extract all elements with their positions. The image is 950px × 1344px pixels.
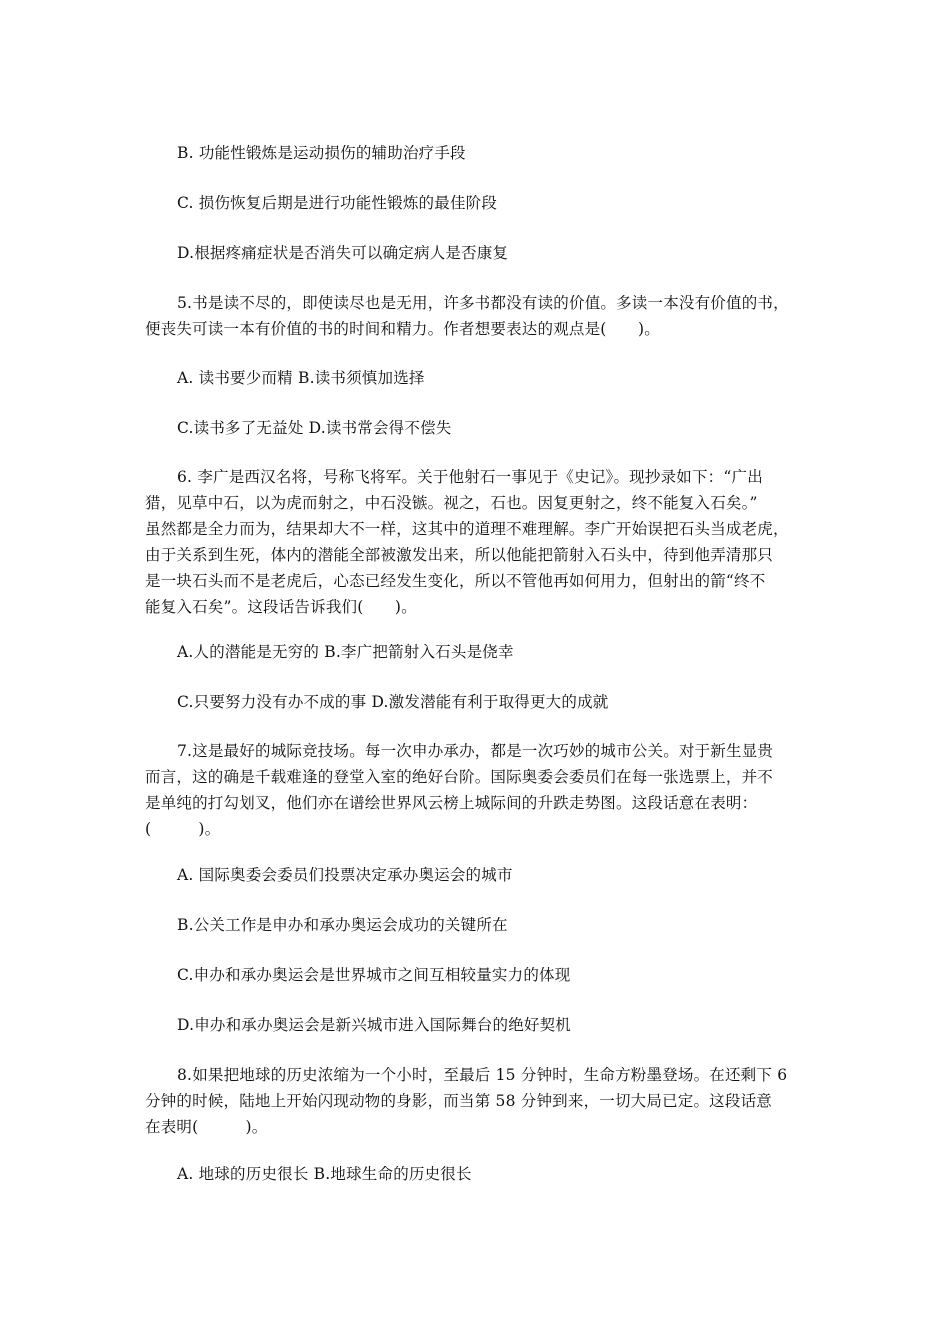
option-line: D.申办和承办奥运会是新兴城市进入国际舞台的绝好契机 — [177, 1016, 572, 1034]
option-line: D.根据疼痛症状是否消失可以确定病人是否康复 — [177, 244, 509, 262]
question-text: 由于关系到生死，体内的潜能全部被激发出来，所以他能把箭射入石头中，待到他弄清那只 — [145, 546, 774, 564]
option-line: C. 损伤恢复后期是进行功能性锻炼的最佳阶段 — [177, 194, 498, 212]
question-text: 虽然都是全力而为，结果却大不一样，这其中的道理不难理解。李广开始误把石头当成老虎， — [145, 520, 789, 538]
question-text: 5.书是读不尽的，即使读尽也是无用，许多书都没有读的价值。多读一本没有价值的书， — [177, 294, 789, 312]
question-text: 分钟的时候，陆地上开始闪现动物的身影，而当第 58 分钟到来，一切大局已定。这段话意 — [145, 1092, 772, 1110]
question-text: 是一块石头而不是老虎后，心态已经发生变化，所以不管他再如何用力，但射出的箭“终不 — [145, 572, 766, 590]
question-text: 能复入石矣”。这段话告诉我们( )。 — [145, 598, 417, 616]
option-line: C.只要努力没有办不成的事 D.激发潜能有利于取得更大的成就 — [177, 693, 609, 711]
question-text: 6. 李广是西汉名将，号称飞将军。关于他射石一事见于《史记》。现抄录如下：“广出 — [177, 468, 763, 486]
option-line: A. 地球的历史很长 B.地球生命的历史很长 — [177, 1165, 472, 1183]
option-line: A. 国际奥委会委员们投票决定承办奥运会的城市 — [177, 866, 513, 884]
option-line: B.公关工作是申办和承办奥运会成功的关键所在 — [177, 916, 508, 934]
option-line: A.人的潜能是无穷的 B.李广把箭射入石头是侥幸 — [177, 643, 514, 661]
question-text: ( )。 — [145, 820, 221, 838]
question-text: 而言，这的确是千载难逢的登堂入室的绝好台阶。国际奥委会委员们在每一张选票上，并不 — [145, 768, 774, 786]
question-text: 猎，见草中石，以为虎而射之，中石没镞。视之，石也。因复更射之，终不能复入石矣。” — [145, 494, 758, 512]
option-line: B. 功能性锻炼是运动损伤的辅助治疗手段 — [177, 144, 466, 162]
question-text: 是单纯的打勾划叉，他们亦在谱绘世界风云榜上城际间的升跌走势图。这段话意在表明： — [145, 794, 758, 812]
option-line: C.申办和承办奥运会是世界城市之间互相较量实力的体现 — [177, 966, 571, 984]
question-text: 8.如果把地球的历史浓缩为一个小时，至最后 15 分钟时，生命方粉墨登场。在还剩下 6 — [177, 1066, 788, 1084]
option-line: C.读书多了无益处 D.读书常会得不偿失 — [177, 419, 452, 437]
question-text: 便丧失可读一本有价值的书的时间和精力。作者想要表达的观点是( )。 — [145, 320, 660, 338]
question-text: 在表明( )。 — [145, 1118, 268, 1136]
question-text: 7.这是最好的城际竞技场。每一次申办承办，都是一次巧妙的城市公关。对于新生显贵 — [177, 742, 774, 760]
option-line: A. 读书要少而精 B.读书须慎加选择 — [177, 369, 425, 387]
